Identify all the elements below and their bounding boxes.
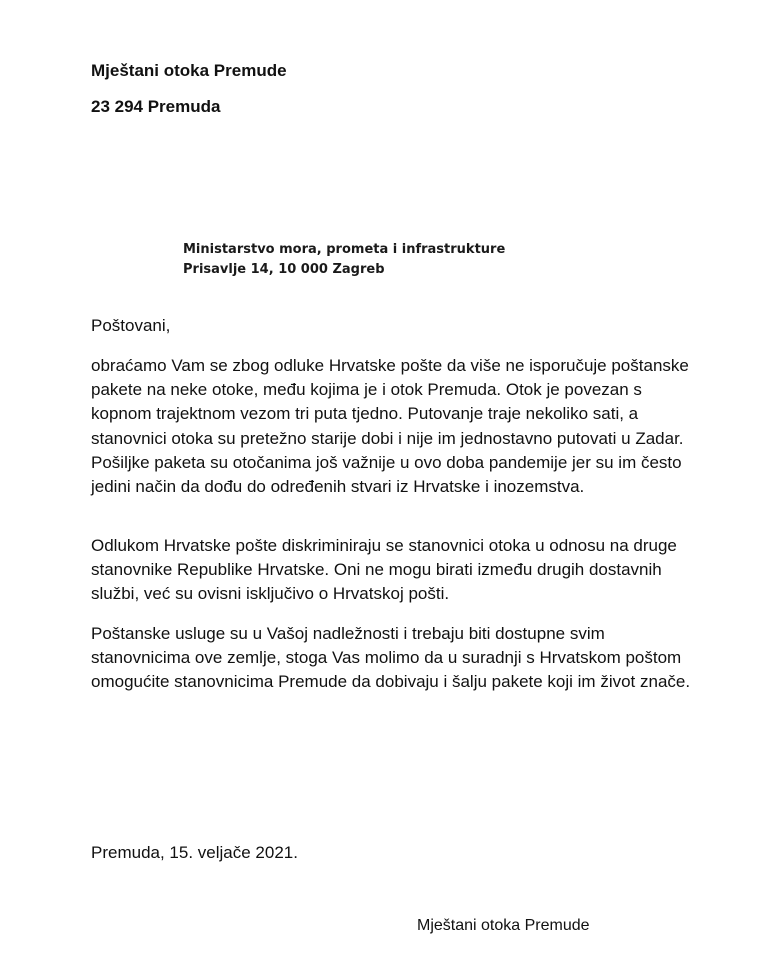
letter-paragraph-3: Poštanske usluge su u Vašoj nadležnosti i trebaju biti dostupne svim stanovnicima ove zemlje, stoga Vas molimo da u suradnji s Hrvatskom poštom omogućite stanovnicima Premude da dobivaju i šalju pakete koji im život znače.: [91, 624, 691, 692]
letter-paragraph-2: Odlukom Hrvatske pošte diskriminiraju se stanovnici otoka u odnosu na druge stanovnike Republike Hrvatske. Oni ne mogu birati između drugih dostavnih službi, već su ovisni isključivo o Hrvatskoj pošti.: [91, 536, 677, 604]
letter-paragraph-1: obraćamo Vam se zbog odluke Hrvatske pošte da više ne isporučuje poštanske pakete na neke otoke, među kojima je i otok Premuda. Otok je povezan s kopnom trajektnom vezom tri puta tjedno. Putovanje traje nekoliko sati, a stanovnici otoka su pretežno starije dobi i nije im jednostavno putovati u Zadar. Pošiljke paketa su otočanima još važnije u ovo doba pandemije jer su im često jedini način da dođu do određenih stvari iz Hrvatske i inozemstva.: [91, 356, 689, 497]
recipient-address: Prisavlje 14, 10 000 Zagreb: [183, 262, 385, 277]
signature: Mještani otoka Premude: [417, 917, 590, 934]
place-date: Premuda, 15. veljače 2021.: [91, 843, 298, 862]
sender-name: Mještani otoka Premude: [91, 61, 287, 80]
letter-greeting: Poštovani,: [91, 316, 171, 335]
recipient-block: [183, 240, 505, 280]
recipient-organization: Ministarstvo mora, prometa i infrastrukture: [183, 242, 506, 257]
sender-postal-line: 23 294 Premuda: [91, 97, 221, 116]
sender-block: [91, 53, 287, 125]
